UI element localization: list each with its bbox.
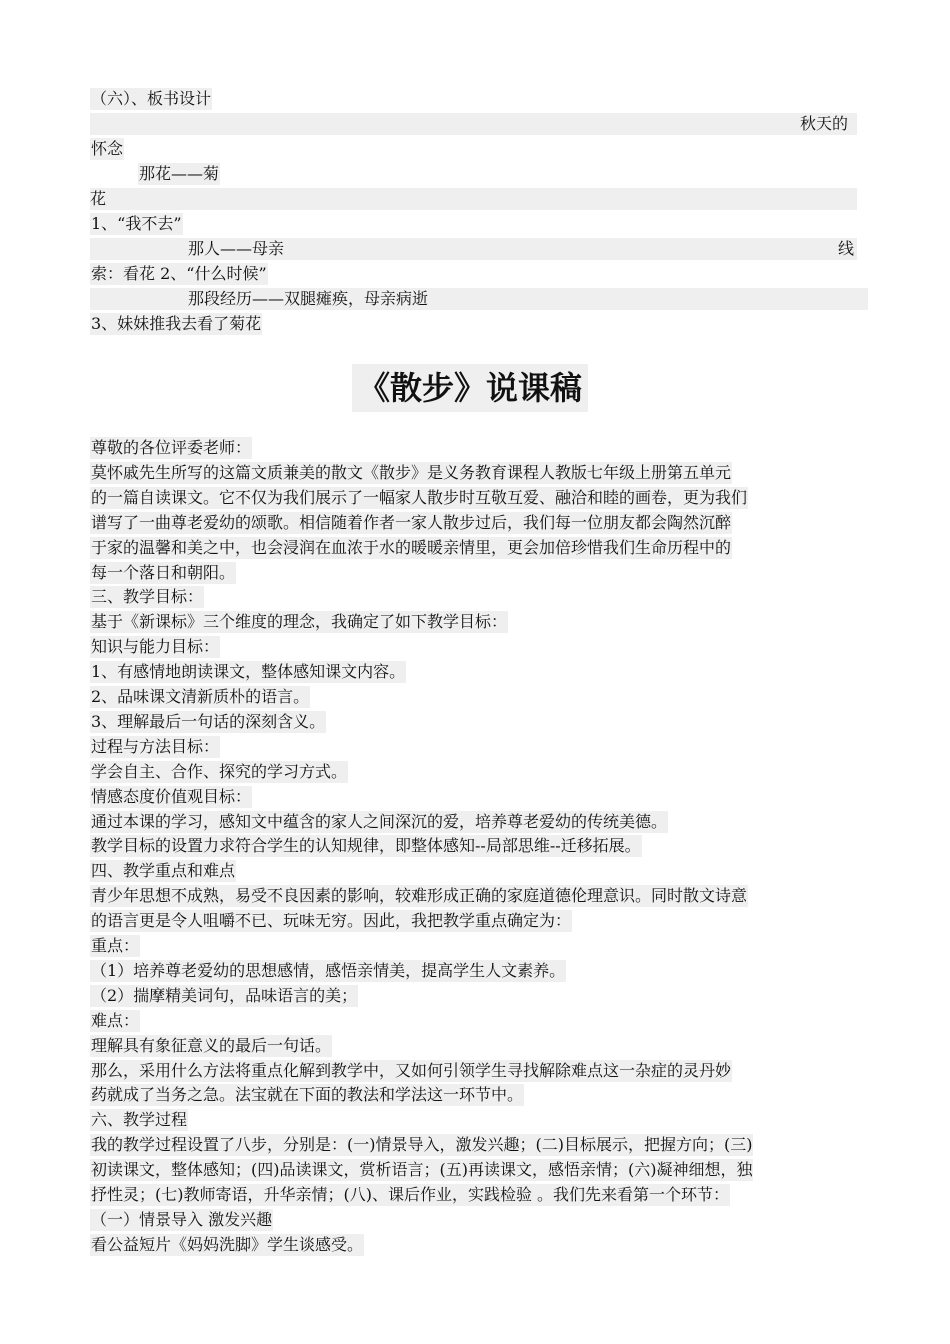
board-line-3: 那花——菊	[139, 164, 220, 183]
board-line-9: 3、妹妹推我去看了菊花	[91, 314, 262, 333]
board-line-5: 1、“我不去”	[91, 214, 182, 233]
body-line: 谱写了一曲尊老爱幼的颂歌。相信随着作者一家人散步过后，我们每一位朋友都会陶然沉醉	[91, 513, 732, 532]
body-line: 情感态度价值观目标：	[91, 787, 252, 806]
body-line: 3、理解最后一句话的深刻含义。	[91, 712, 326, 731]
body-line: 青少年思想不成熟，易受不良因素的影响，较难形成正确的家庭道德伦理意识。同时散文诗意	[91, 886, 748, 905]
body-line: 学会自主、合作、探究的学习方式。	[91, 762, 348, 781]
board-line-6-mid: 那人——母亲	[188, 239, 285, 258]
body-line: （1）培养尊老爱幼的思想感情，感悟亲情美，提高学生人文素养。	[91, 961, 566, 980]
body-line: （2）揣摩精美词句，品味语言的美；	[91, 986, 358, 1005]
document-title: 《散步》说课稿	[352, 364, 588, 412]
body-line: 抒性灵；(七)教师寄语，升华亲情；(八)、课后作业，实践检验 。我们先来看第一个环节：	[91, 1185, 730, 1204]
board-line-bg	[90, 188, 857, 210]
body-line: 重点：	[91, 936, 140, 955]
body-line: 每一个落日和朝阳。	[91, 563, 236, 582]
body-line: 基于《新课标》三个维度的理念，我确定了如下教学目标：	[91, 612, 508, 631]
board-line-bg	[90, 113, 857, 135]
board-line-8: 那段经历——双腿瘫痪，母亲病逝	[188, 289, 429, 308]
body-line: 莫怀戚先生所写的这篇文质兼美的散文《散步》是义务教育课程人教版七年级上册第五单元	[91, 463, 732, 482]
body-line: 过程与方法目标：	[91, 737, 220, 756]
body-line: 教学目标的设置力求符合学生的认知规律，即整体感知--局部思维--迁移拓展。	[91, 836, 641, 855]
body-line: 三、教学目标：	[91, 587, 204, 606]
body-line: 的一篇自读课文。它不仅为我们展示了一幅家人散步时互敬互爱、融洽和睦的画卷，更为我们	[91, 488, 748, 507]
body-line: 知识与能力目标：	[91, 637, 220, 656]
body-line: 通过本课的学习，感知文中蕴含的家人之间深沉的爱，培养尊老爱幼的传统美德。	[91, 812, 668, 831]
body-line: 四、教学重点和难点	[91, 861, 236, 880]
body-line: 看公益短片《妈妈洗脚》学生谈感受。	[91, 1235, 364, 1254]
body-line: 2、品味课文清新质朴的语言。	[91, 687, 310, 706]
board-line-2: 怀念	[91, 139, 124, 158]
body-line: 难点：	[91, 1011, 140, 1030]
body-line: 初读课文，整体感知；(四)品读课文，赏析语言；(五)再读课文，感悟亲情；(六)凝神细想，独	[91, 1160, 753, 1179]
board-line-6-right: 线	[838, 239, 855, 258]
body-line: （一）情景导入 激发兴趣	[91, 1210, 273, 1229]
board-line-7: 索：看花 2、“什么时候”	[91, 264, 267, 283]
body-line: 1、有感情地朗读课文，整体感知课文内容。	[91, 662, 406, 681]
board-line-4: 花	[90, 189, 107, 208]
body-line: 于家的温馨和美之中，也会浸润在血浓于水的暖暖亲情里，更会加倍珍惜我们生命历程中的	[91, 538, 732, 557]
board-line-1-right: 秋天的	[800, 114, 849, 133]
body-line: 我的教学过程设置了八步，分别是：(一)情景导入，激发兴趣；(二)目标展示，把握方向；(三)	[91, 1135, 753, 1154]
body-line: 那么，采用什么方法将重点化解到教学中，又如何引领学生寻找解除难点这一杂症的灵丹妙	[91, 1061, 732, 1080]
body-line: 六、教学过程	[91, 1110, 188, 1129]
body-line: 理解具有象征意义的最后一句话。	[91, 1036, 332, 1055]
body-line: 药就成了当务之急。法宝就在下面的教法和学法这一环节中。	[91, 1085, 524, 1104]
board-heading: （六）、板书设计	[91, 89, 212, 108]
body-line: 尊敬的各位评委老师：	[91, 438, 252, 457]
body-line: 的语言更是令人咀嚼不已、玩味无穷。因此，我把教学重点确定为：	[91, 911, 572, 930]
